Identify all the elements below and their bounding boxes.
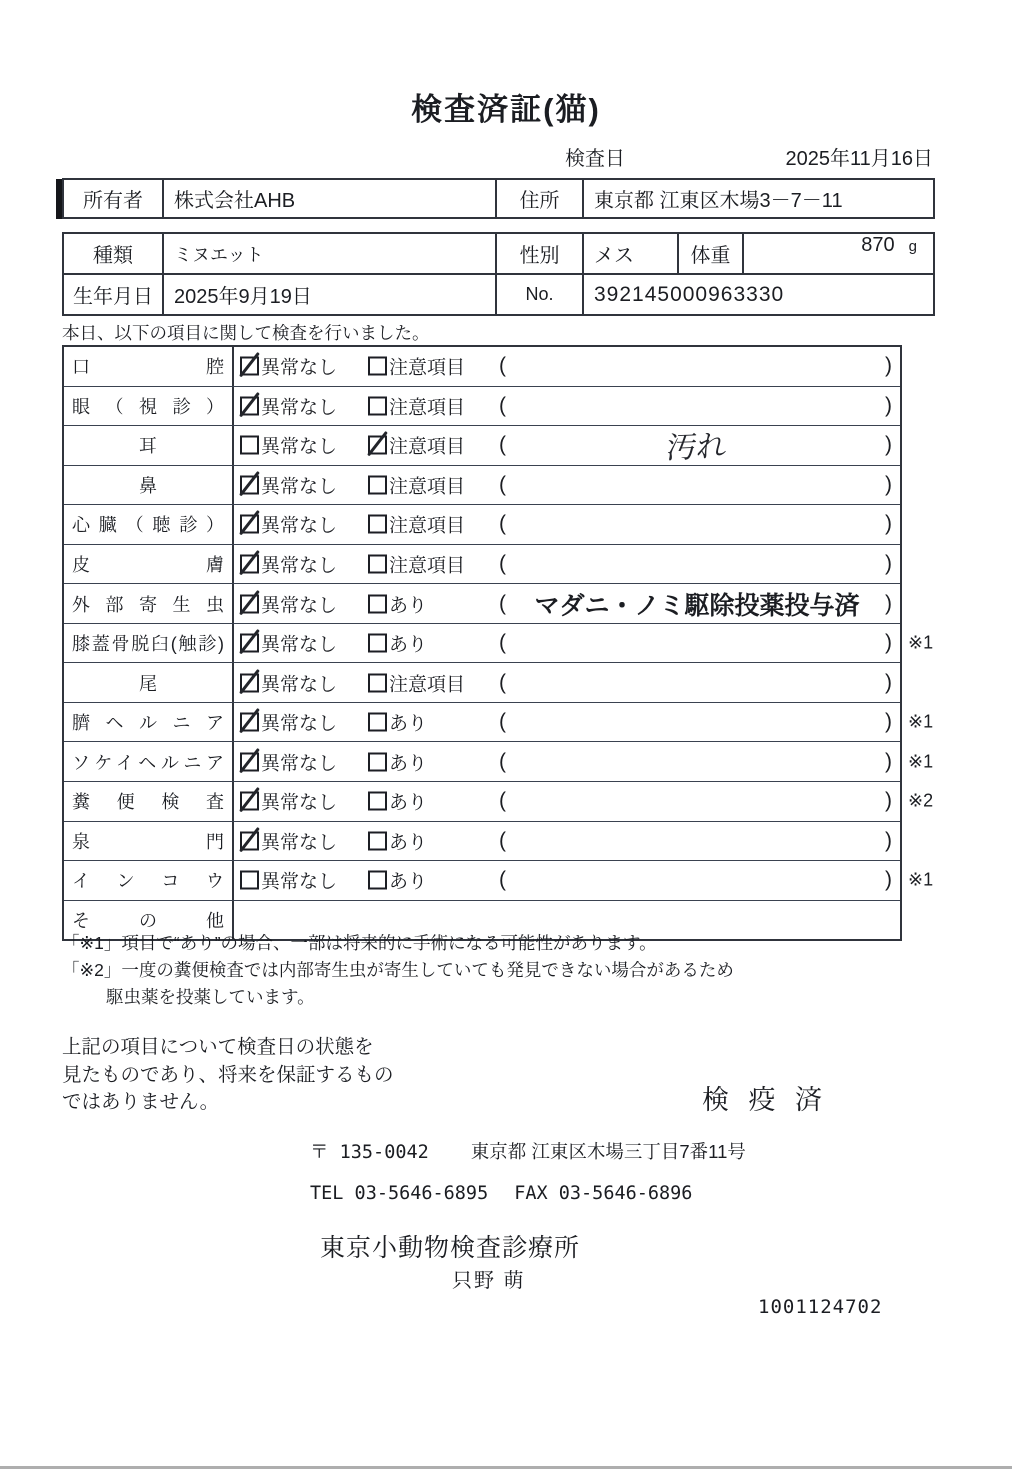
exam-item-name: インコウ	[64, 861, 234, 900]
note-paren-close: )	[885, 354, 892, 378]
checkbox-icon	[240, 871, 259, 890]
footnotes	[62, 930, 734, 1011]
checkbox-label: 異常なし	[261, 753, 338, 775]
checkbox-icon	[368, 831, 387, 850]
checkbox-option-1	[240, 551, 337, 578]
exam-item-name: 鼻	[64, 466, 234, 505]
checkbox-label: 注意項目	[389, 555, 466, 577]
exam-row	[64, 465, 900, 505]
checkbox-icon	[240, 396, 259, 415]
exam-row-content	[234, 347, 900, 386]
checkbox-icon	[368, 515, 387, 534]
checkbox-option-2	[368, 867, 427, 894]
checkbox-option-2	[368, 709, 427, 736]
exam-row	[64, 544, 900, 584]
checkbox-label: 異常なし	[261, 555, 338, 577]
note-paren-open: (	[499, 591, 506, 615]
note-paren-open: (	[499, 433, 506, 457]
address-label: 住所	[495, 180, 582, 217]
checkbox-option-2	[368, 432, 465, 459]
checkbox-icon	[240, 752, 259, 771]
sex-value: メス	[582, 234, 677, 273]
postal-code: 〒 135-0042	[310, 1142, 429, 1163]
checkbox-icon	[368, 436, 387, 455]
exam-row-content	[234, 782, 900, 821]
exam-row-content	[234, 545, 900, 584]
note-paren-close: )	[885, 591, 892, 615]
note-paren-open: (	[499, 868, 506, 892]
note-paren-open: (	[499, 512, 506, 536]
note-paren-open: (	[499, 828, 506, 852]
checkbox-option-1	[240, 709, 337, 736]
checkbox-label: あり	[389, 871, 428, 893]
breed-label: 種類	[93, 245, 133, 267]
exam-item-name: 心臓（聴診）	[64, 505, 234, 544]
pet-table	[62, 232, 935, 316]
owner-label: 所有者	[83, 190, 143, 212]
checkbox-icon	[368, 634, 387, 653]
note-paren-open: (	[499, 472, 506, 496]
exam-row	[64, 623, 934, 663]
checkbox-label: 異常なし	[261, 515, 338, 537]
clinic-contact-line	[310, 1183, 692, 1204]
checkbox-label: 異常なし	[261, 871, 338, 893]
exam-row-content	[234, 584, 900, 623]
checkbox-option-2	[368, 788, 427, 815]
exam-row-content	[234, 861, 900, 900]
footnote-1: 「※1」項目で“あり”の場合、一部は将来的に手術になる可能性があります。	[62, 933, 657, 953]
checkbox-option-1	[240, 353, 337, 380]
clinic-address: 東京都 江東区木場三丁目7番11号	[470, 1141, 746, 1162]
note-paren-close: )	[885, 670, 892, 694]
checkbox-label: 異常なし	[261, 397, 338, 419]
exam-item-name: 眼（視診）	[64, 387, 234, 426]
checkbox-label: 異常なし	[261, 357, 338, 379]
checkbox-label: あり	[389, 634, 428, 656]
sex-label: 性別	[495, 234, 582, 273]
checkbox-option-2	[368, 669, 465, 696]
exam-row	[64, 583, 900, 623]
exam-table-body	[62, 345, 934, 941]
exam-row	[64, 425, 900, 465]
checkbox-icon	[368, 475, 387, 494]
disclaimer-line-1: 上記の項目について検査日の状態を	[62, 1036, 374, 1058]
checkbox-icon	[240, 792, 259, 811]
exam-item-name: 外部寄生虫	[64, 584, 234, 623]
exam-row	[64, 860, 934, 900]
checkbox-icon	[368, 871, 387, 890]
exam-item-name: 臍ヘルニア	[64, 703, 234, 742]
exam-row-content	[234, 822, 900, 861]
weight-value: 870	[861, 234, 895, 256]
checkbox-icon	[240, 634, 259, 653]
checkbox-label: あり	[389, 713, 428, 735]
checkbox-label: 注意項目	[389, 397, 466, 419]
footnote-mark: ※1	[908, 632, 934, 653]
footnote-2b: 駆虫薬を投薬しています。	[106, 987, 315, 1007]
note-paren-close: )	[885, 789, 892, 813]
checkbox-icon	[240, 436, 259, 455]
exam-row-content	[234, 426, 900, 465]
note-paren-close: )	[885, 472, 892, 496]
address-value: 東京都 江東区木場3－7－11	[582, 180, 933, 217]
checkbox-option-2	[368, 511, 465, 538]
checkbox-label: あり	[389, 792, 428, 814]
weight-unit: g	[908, 238, 917, 255]
checkbox-icon	[368, 713, 387, 732]
checkbox-icon	[368, 673, 387, 692]
checkbox-option-1	[240, 590, 337, 617]
checkbox-option-2	[368, 827, 427, 854]
footnote-2: 「※2」一度の糞便検査では内部寄生虫が寄生していても発見できない場合があるため	[62, 960, 734, 980]
birth-value: 2025年9月19日	[162, 275, 495, 314]
checkbox-option-2	[368, 748, 427, 775]
checkbox-label: 注意項目	[389, 515, 466, 537]
checkbox-option-1	[240, 392, 337, 419]
checkbox-label: 異常なし	[261, 674, 338, 696]
scan-edge	[0, 1466, 1012, 1469]
checkbox-label: あり	[389, 832, 428, 854]
checkbox-icon	[240, 594, 259, 613]
exam-item-name: 皮膚	[64, 545, 234, 584]
checkbox-label: 異常なし	[261, 436, 338, 458]
note-paren-close: )	[885, 749, 892, 773]
note-text: マダニ・ノミ駆除投薬投与済	[534, 591, 860, 620]
checkbox-option-2	[368, 630, 427, 657]
checkbox-option-1	[240, 432, 337, 459]
note-paren-close: )	[885, 433, 892, 457]
note-paren-open: (	[499, 552, 506, 575]
note-paren-open: (	[499, 789, 506, 813]
checkbox-icon	[368, 396, 387, 415]
checkbox-label: 異常なし	[261, 832, 338, 854]
note-text: 汚れ	[664, 429, 729, 467]
clinic-tel: TEL 03-5646-6895	[310, 1183, 489, 1204]
no-value: 392145000963330	[582, 275, 933, 314]
checkbox-option-1	[240, 669, 337, 696]
exam-row-content	[234, 742, 900, 781]
owner-table	[62, 178, 935, 219]
checkbox-icon	[240, 475, 259, 494]
note-paren-open: (	[499, 393, 506, 417]
footnote-mark: ※2	[908, 790, 934, 811]
checkbox-option-2	[368, 551, 465, 578]
exam-item-name: 泉門	[64, 822, 234, 861]
note-paren-close: )	[885, 868, 892, 892]
checkbox-label: あり	[389, 595, 428, 617]
checkbox-option-1	[240, 630, 337, 657]
weight-cell	[742, 234, 933, 273]
weight-label: 体重	[677, 234, 742, 273]
checkbox-icon	[240, 673, 259, 692]
footnote-mark: ※1	[908, 711, 934, 732]
exam-row	[64, 662, 900, 702]
note-paren-open: (	[499, 749, 506, 773]
note-paren-close: )	[885, 393, 892, 417]
checkbox-option-1	[240, 511, 337, 538]
checkbox-icon	[368, 555, 387, 574]
checkbox-label: 注意項目	[389, 357, 466, 379]
exam-row	[64, 821, 900, 861]
intro-text: 本日、以下の項目に関して検査を行いました。	[62, 323, 430, 343]
exam-item-name: 口腔	[64, 347, 234, 386]
checkbox-icon	[368, 752, 387, 771]
exam-row	[64, 504, 900, 544]
checkbox-label: 注意項目	[389, 674, 466, 696]
checkbox-label: 注意項目	[389, 436, 466, 458]
exam-row-content	[234, 624, 900, 663]
exam-row	[64, 347, 900, 386]
disclaimer-line-2: 見たものであり、将来を保証するもの	[62, 1063, 394, 1086]
checkbox-label: 異常なし	[261, 634, 338, 656]
checkbox-option-1	[240, 827, 337, 854]
exam-row	[64, 702, 934, 742]
checkbox-label: 異常なし	[261, 476, 338, 498]
exam-date-label: 検査日	[565, 148, 625, 170]
quarantine-stamp: 検 疫 済	[702, 1085, 829, 1115]
exam-item-name: その他	[64, 901, 234, 940]
checkbox-icon	[368, 357, 387, 376]
checkbox-icon	[240, 515, 259, 534]
exam-row	[64, 781, 934, 821]
disclaimer-line-3: ではありません。	[62, 1091, 220, 1113]
checkbox-label: 異常なし	[261, 713, 338, 735]
footnote-mark: ※1	[908, 751, 934, 772]
note-paren-open: (	[499, 354, 506, 378]
breed-value: ミヌエット	[162, 234, 495, 273]
clinic-fax: FAX 03-5646-6896	[514, 1183, 693, 1204]
clinic-address-line	[310, 1138, 746, 1164]
no-label: No.	[495, 275, 582, 314]
exam-item-name: 糞便検査	[64, 782, 234, 821]
exam-date-row	[62, 142, 935, 170]
checkbox-option-2	[368, 590, 427, 617]
checkbox-icon	[240, 831, 259, 850]
exam-row-content	[234, 703, 900, 742]
checkbox-option-1	[240, 867, 337, 894]
exam-row	[64, 741, 934, 781]
checkbox-icon	[368, 594, 387, 613]
note-paren-close: )	[885, 512, 892, 536]
note-paren-open: (	[499, 670, 506, 694]
birth-label: 生年月日	[73, 286, 153, 308]
checkbox-label: 異常なし	[261, 792, 338, 814]
exam-item-name: 膝蓋骨脱臼(触診)	[64, 624, 234, 663]
exam-item-name: 耳	[64, 426, 234, 465]
checkbox-option-2	[368, 353, 465, 380]
note-paren-open: (	[499, 710, 506, 734]
footnote-mark: ※1	[908, 869, 934, 890]
note-paren-close: )	[885, 552, 892, 575]
checkbox-label: 異常なし	[261, 595, 338, 617]
checkbox-label: 注意項目	[389, 476, 466, 498]
note-paren-close: )	[885, 710, 892, 734]
note-paren-close: )	[885, 631, 892, 655]
clinic-name: 東京小動物検査診療所	[320, 1234, 581, 1262]
exam-item-name: 尾	[64, 663, 234, 702]
checkbox-icon	[240, 555, 259, 574]
checkbox-option-1	[240, 788, 337, 815]
note-paren-open: (	[499, 631, 506, 655]
checkbox-label: あり	[389, 753, 428, 775]
page-title: 検査済証(猫)	[411, 92, 601, 127]
document-code: 1001124702	[758, 1296, 883, 1318]
owner-value: 株式会社AHB	[162, 180, 495, 217]
exam-row-content	[234, 505, 900, 544]
disclaimer	[62, 1034, 394, 1117]
checkbox-option-2	[368, 471, 465, 498]
checkbox-option-2	[368, 392, 465, 419]
checkbox-icon	[240, 713, 259, 732]
checkbox-option-1	[240, 471, 337, 498]
exam-date-value: 2025年11月16日	[785, 148, 933, 170]
veterinarian-name: 只野 萌	[452, 1270, 526, 1292]
checkbox-option-1	[240, 748, 337, 775]
checkbox-icon	[240, 357, 259, 376]
exam-item-name: ソケイヘルニア	[64, 742, 234, 781]
note-paren-close: )	[885, 828, 892, 852]
checkbox-icon	[368, 792, 387, 811]
exam-row-content	[234, 466, 900, 505]
exam-row-content	[234, 663, 900, 702]
